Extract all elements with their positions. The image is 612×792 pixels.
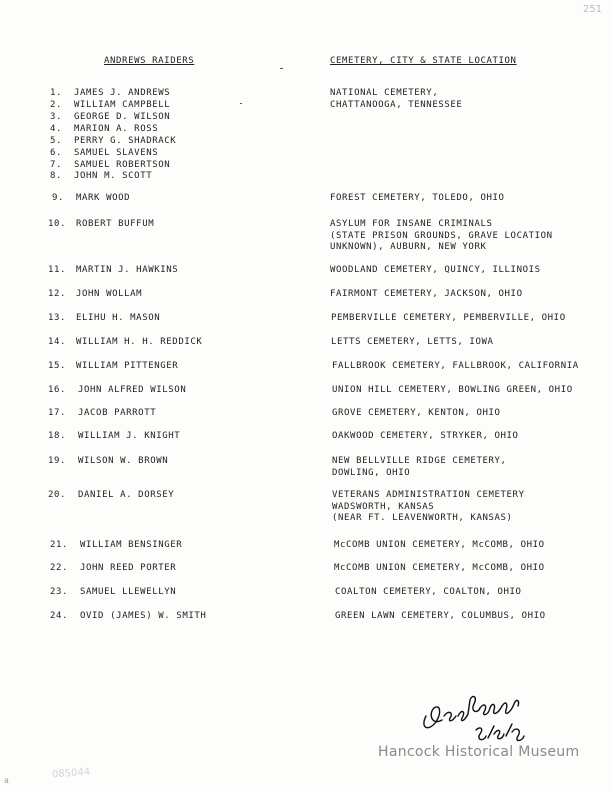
location-line: NEW BELLVILLE RIDGE CEMETERY,: [332, 456, 507, 466]
raider-name: SAMUEL ROBERTSON: [74, 160, 171, 170]
raider-number: 18.: [47, 431, 66, 441]
location-line: COALTON CEMETERY, COALTON, OHIO: [335, 587, 522, 597]
raider-name: WILLIAM BENSINGER: [80, 540, 183, 550]
raider-number: 3.: [49, 112, 62, 122]
raider-number: 1.: [49, 88, 62, 98]
cemetery-location: [335, 587, 522, 599]
raider-name: GEORGE D. WILSON: [74, 112, 171, 122]
edge-mark: a: [4, 776, 9, 785]
location-line: PEMBERVILLE CEMETERY, PEMBERVILLE, OHIO: [331, 313, 566, 323]
raider-number: 19.: [47, 456, 66, 466]
raider-number: 8.: [49, 171, 62, 181]
cemetery-location: [330, 289, 523, 301]
raider-number: 21.: [49, 540, 68, 550]
location-line: McCOMB UNION CEMETERY, McCOMB, OHIO: [334, 540, 545, 550]
location-line: WOODLAND CEMETERY, QUINCY, ILLINOIS: [330, 265, 541, 275]
raider-number: 15.: [47, 361, 66, 371]
raider-name: JACOB PARROTT: [78, 408, 157, 418]
raider-number: 13.: [47, 313, 66, 323]
location-line: CHATTANOOGA, TENNESSEE: [330, 99, 463, 110]
raider-name: MARK WOOD: [76, 193, 131, 203]
raider-number: 24.: [49, 611, 68, 621]
raider-name: JOHN REED PORTER: [80, 563, 177, 573]
location-line: McCOMB UNION CEMETERY, McCOMB, OHIO: [334, 563, 545, 573]
cemetery-location: [330, 193, 505, 205]
location-line: FAIRMONT CEMETERY, JACKSON, OHIO: [330, 289, 523, 299]
corner-page-mark: 251: [582, 4, 602, 15]
cemetery-location: [330, 219, 553, 254]
header-andrews-raiders: ANDREWS RAIDERS: [104, 56, 195, 66]
raider-name: DANIEL A. DORSEY: [78, 490, 175, 500]
cemetery-location: [332, 361, 579, 373]
cemetery-location: [330, 265, 541, 277]
location-line: LETTS CEMETERY, LETTS, IOWA: [331, 337, 494, 347]
location-line: GROVE CEMETERY, KENTON, OHIO: [332, 408, 501, 418]
raider-name: WILSON W. BROWN: [78, 456, 169, 466]
raider-name: SAMUEL SLAVENS: [74, 148, 159, 158]
cemetery-location: [332, 385, 573, 397]
museum-watermark: Hancock Historical Museum: [378, 744, 580, 760]
location-line: (NEAR FT. LEAVENWORTH, KANSAS): [332, 513, 513, 524]
cemetery-location: [335, 611, 546, 623]
location-line: DOWLING, OHIO: [332, 467, 411, 478]
cemetery-location: [331, 337, 494, 349]
raider-number: 2.: [49, 100, 62, 110]
cemetery-location: [334, 563, 545, 575]
location-line: WADSWORTH, KANSAS: [332, 501, 435, 512]
raider-name: WILLIAM J. KNIGHT: [78, 431, 181, 441]
raider-name: WILLIAM CAMPBELL: [74, 100, 171, 110]
location-line: FOREST CEMETERY, TOLEDO, OHIO: [330, 193, 505, 203]
location-line: GREEN LAWN CEMETERY, COLUMBUS, OHIO: [335, 611, 546, 621]
cemetery-location: [332, 490, 525, 525]
raider-name: JOHN WOLLAM: [76, 289, 143, 299]
raider-number: 6.: [49, 148, 62, 158]
raider-number: 11.: [47, 265, 66, 275]
raider-name: WILLIAM H. H. REDDICK: [76, 337, 203, 347]
cemetery-location: [334, 540, 545, 552]
stray-mark: [240, 103, 242, 104]
location-line: UNKNOWN), AUBURN, NEW YORK: [330, 242, 487, 253]
raider-name: WILLIAM PITTENGER: [76, 361, 179, 371]
faded-catalog-number: 085044: [51, 766, 91, 781]
raider-number: 9.: [51, 193, 64, 203]
raider-number: 5.: [49, 136, 62, 146]
raider-name: MARION A. ROSS: [74, 124, 159, 134]
raider-name: SAMUEL LLEWELLYN: [80, 587, 177, 597]
raider-number: 4.: [49, 124, 62, 134]
raider-number: 22.: [49, 563, 68, 573]
location-line: OAKWOOD CEMETERY, STRYKER, OHIO: [332, 431, 519, 441]
raider-number: 7.: [49, 160, 62, 170]
raider-name: JOHN M. SCOTT: [74, 171, 153, 181]
raider-name: OVID (JAMES) W. SMITH: [80, 611, 207, 621]
raider-number: 12.: [47, 289, 66, 299]
cemetery-location: [331, 313, 566, 325]
raider-number: 17.: [47, 408, 66, 418]
raider-number: 20.: [47, 490, 66, 500]
location-line: ASYLUM FOR INSANE CRIMINALS: [330, 219, 493, 229]
raider-number: 23.: [49, 587, 68, 597]
cemetery-location: [332, 431, 519, 443]
raider-number: 10.: [47, 219, 66, 229]
raider-name: ROBERT BUFFUM: [76, 219, 155, 229]
cemetery-location: [330, 88, 462, 111]
raider-name: JOHN ALFRED WILSON: [78, 385, 187, 395]
raider-name: ELIHU H. MASON: [76, 313, 161, 323]
location-line: VETERANS ADMINISTRATION CEMETERY: [332, 490, 525, 500]
cemetery-location: [332, 456, 507, 479]
raider-number: 14.: [47, 337, 66, 347]
location-line: UNION HILL CEMETERY, BOWLING GREEN, OHIO: [332, 385, 573, 395]
raider-name: PERRY G. SHADRACK: [74, 136, 177, 146]
raider-name: JAMES J. ANDREWS: [74, 88, 171, 98]
location-line: FALLBROOK CEMETERY, FALLBROOK, CALIFORNIA: [332, 361, 579, 371]
raider-name: MARTIN J. HAWKINS: [76, 265, 179, 275]
header-cemetery-location: CEMETERY, CITY & STATE LOCATION: [330, 56, 517, 66]
cemetery-location: [332, 408, 501, 420]
location-line: NATIONAL CEMETERY,: [330, 88, 439, 98]
location-line: (STATE PRISON GROUNDS, GRAVE LOCATION: [330, 230, 553, 241]
stray-mark: [280, 68, 283, 69]
raider-number: 16.: [47, 385, 66, 395]
